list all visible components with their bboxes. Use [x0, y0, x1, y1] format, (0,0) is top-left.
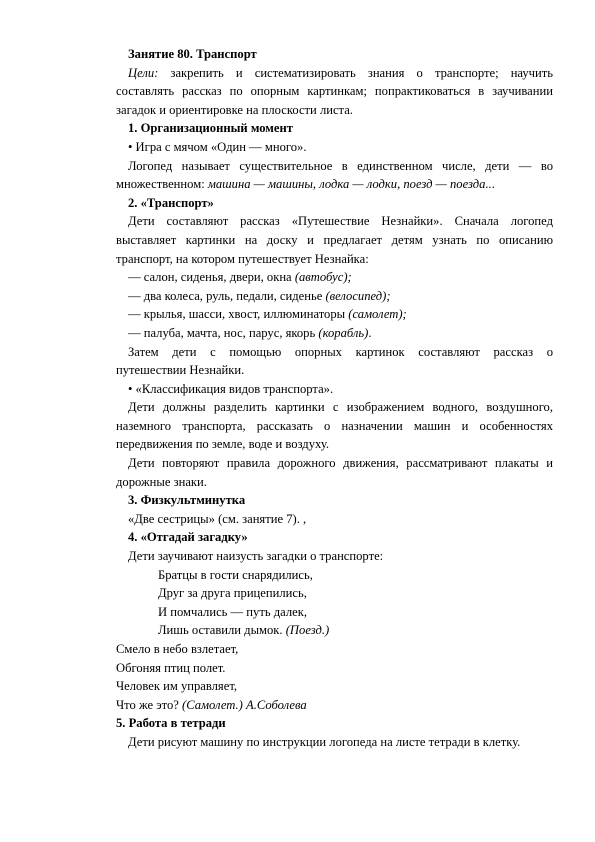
classification-line-3: передвижения по земле, воде и воздуху.	[116, 437, 330, 452]
transport-item	[116, 324, 553, 343]
rules-line-1: Дети повторяют правила дорожного движения, рассматривают плакаты и	[128, 456, 553, 471]
transport-item	[116, 305, 553, 324]
transport-item-answer: (велосипед);	[325, 288, 391, 303]
section-2-heading: 2. «Транспорт»	[128, 195, 214, 210]
section-3-text: «Две сестрицы» (см. занятие 7). ,	[128, 511, 307, 526]
riddle-2-last-text: Что же это?	[116, 697, 183, 712]
section-4-intro: Дети заучивают наизусть загадки о транспорте:	[128, 549, 384, 564]
riddle-1-line: Братцы в гости снарядились,	[158, 567, 313, 582]
section-1-game: • Игра с мячом «Один — много».	[128, 139, 307, 154]
riddle-2-last-line	[116, 696, 553, 715]
transport-item-answer: (автобус);	[294, 270, 352, 285]
riddle-2-line: Обгоняя птиц полет.	[116, 660, 226, 675]
riddle-1-line: И помчались — путь далек,	[158, 604, 307, 619]
transport-item-answer: (самолет);	[348, 307, 407, 322]
classification-line-2: наземного транспорта, рассказать о назначении машин и особенностях	[116, 418, 553, 433]
goals-line-2: составлять рассказ по опорным картинкам; попрактиковаться в заучивании	[116, 84, 553, 99]
section-1-suffix: .	[491, 177, 495, 192]
riddle-2-answer: (Самолет.) А.Соболева	[182, 697, 307, 712]
section-1-prefix: множественном:	[116, 177, 208, 192]
section-2-line-3: транспорт, на котором путешествует Незнайка:	[116, 251, 369, 266]
transport-item-text: — два колеса, руль, педали, сиденье	[128, 288, 326, 303]
riddle-2-line: Человек им управляет,	[116, 679, 238, 694]
goals-line-3: загадок и ориентировке на плоскости листа.	[116, 102, 353, 117]
section-1-examples: машина — машины, лодка — лодки, поезд — поезда..	[207, 177, 492, 192]
lesson-content	[116, 45, 553, 752]
section-4-heading: 4. «Отгадай загадку»	[128, 530, 248, 545]
section-5-text: Дети рисуют машину по инструкции логопеда на листе тетради в клетку.	[128, 734, 521, 749]
section-2-line-1: Дети составляют рассказ «Путешествие Незнайки». Сначала логопед	[128, 214, 553, 229]
goals-text-1: закрепить и систематизировать знания о транспорте; научить	[158, 65, 553, 80]
classification-title: • «Классификация видов транспорта».	[128, 381, 334, 396]
transport-item-suffix: .	[368, 325, 372, 340]
transport-item-text: — крылья, шасси, хвост, иллюминаторы	[128, 307, 349, 322]
section-1-line-1: Логопед называет существительное в единственном числе, дети — во	[128, 158, 553, 173]
story-line-2: путешествии Незнайки.	[116, 363, 245, 378]
goals-line-1	[116, 64, 553, 83]
transport-item	[116, 287, 553, 306]
section-1-line-2	[116, 175, 553, 194]
story-line-1: Затем дети с помощью опорных картинок составляют рассказ о	[128, 344, 553, 359]
riddle-1-last-text: Лишь оставили дымок.	[158, 623, 286, 638]
section-1-heading: 1. Организационный момент	[128, 121, 293, 136]
transport-item-text: — салон, сиденья, двери, окна	[128, 270, 295, 285]
section-2-line-2: выставляет картинки на доску и предлагает детям узнать по описанию	[116, 232, 553, 247]
riddle-1-answer: (Поезд.)	[285, 623, 330, 638]
transport-item-answer: (корабль)	[318, 325, 369, 340]
goals-label: Цели:	[128, 65, 159, 80]
riddle-1-line: Друг за друга прицепились,	[158, 586, 307, 601]
transport-item	[116, 268, 553, 287]
section-3-heading: 3. Физкультминутка	[128, 493, 246, 508]
lesson-title: Занятие 80. Транспорт	[128, 47, 257, 61]
classification-line-1: Дети должны разделить картинки с изображением водного, воздушного,	[128, 400, 553, 415]
riddle-2-line: Смело в небо взлетает,	[116, 642, 239, 656]
transport-item-text: — палуба, мачта, нос, парус, якорь	[128, 325, 319, 340]
rules-line-2: дорожные знаки.	[116, 474, 207, 489]
riddle-1-last-line	[116, 621, 553, 640]
section-5-heading: 5. Работа в тетради	[116, 716, 226, 731]
